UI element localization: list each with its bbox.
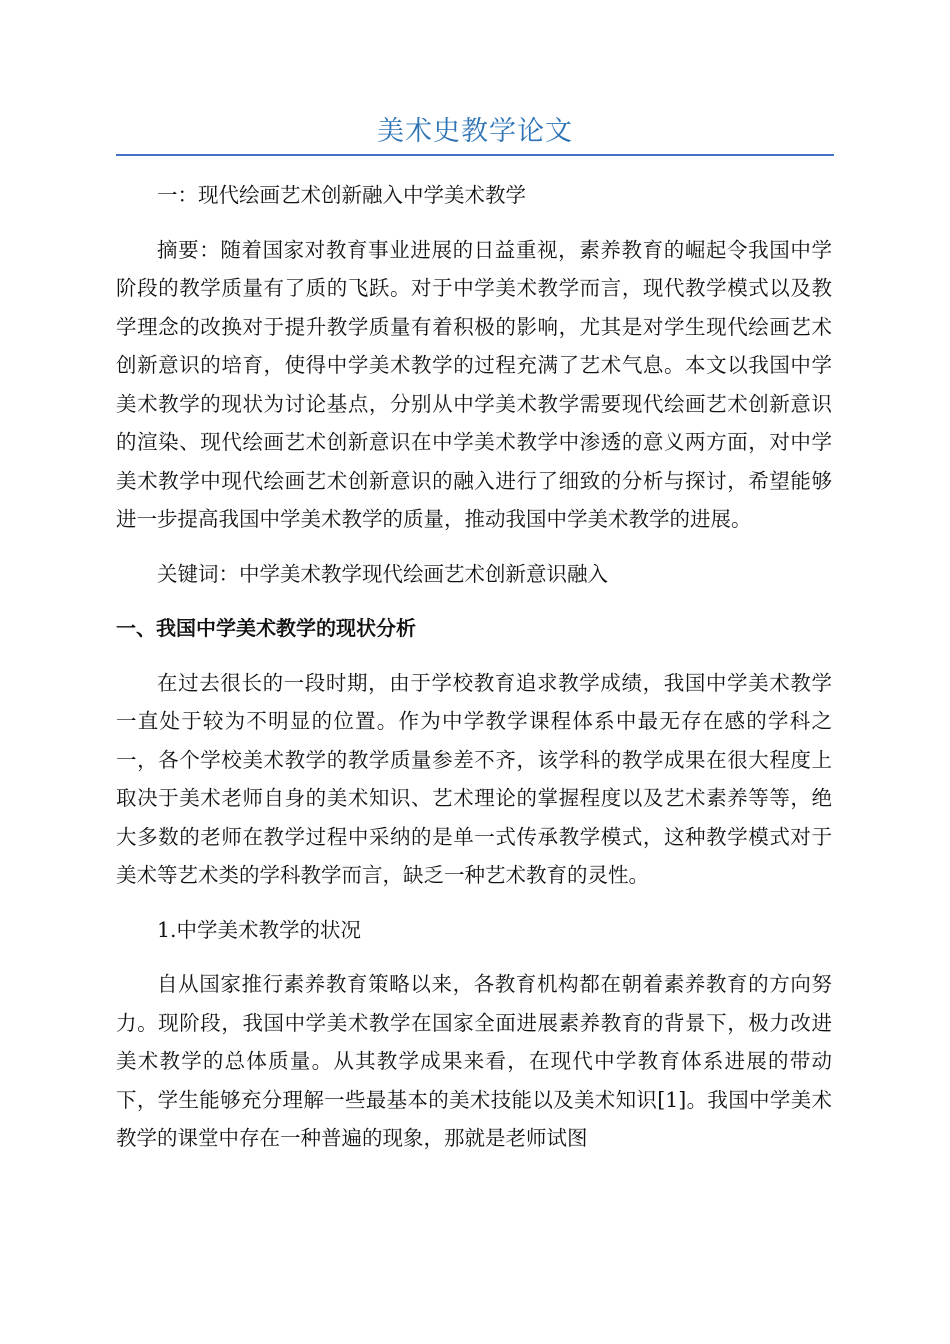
document-body xyxy=(116,176,832,1158)
body-paragraph: 在过去很长的一段时期，由于学校教育追求教学成绩，我国中学美术教学一直处于较为不明显的位置。作为中学教学课程体系中最无存在感的学科之一，各个学校美术教学的教学质量参差不齐，该学科的教学成果在很大程度上取决于美术老师自身的美术知识、艺术理论的掌握程度以及艺术素养等等，绝大多数的老师在教学过程中采纳的是单一式传承教学模式，这种教学模式对于美术等艺术类的学科教学而言，缺乏一种艺术教育的灵性。 xyxy=(116,670,832,887)
body-paragraph: 自从国家推行素养教育策略以来，各教育机构都在朝着素养教育的方向努力。现阶段，我国中学美术教学在国家全面进展素养教育的背景下，极力改进美术教学的总体质量。从其教学成果来看，在现代中学教育体系进展的带动下，学生能够充分理解一些最基本的美术技能以及美术知识[1]。我国中学美术教学的课堂中存在一种普遍的现象，那就是老师试图 xyxy=(116,972,832,1150)
abstract-paragraph: 摘要：随着国家对教育事业进展的日益重视，素养教育的崛起令我国中学阶段的教学质量有了质的飞跃。对于中学美术教学而言，现代教学模式以及教学理念的改换对于提升教学质量有着积极的影响，尤其是对学生现代绘画艺术创新意识的培育，使得中学美术教学的过程充满了艺术气息。本文以我国中学美术教学的现状为讨论基点，分别从中学美术教学需要现代绘画艺术创新意识的渲染、现代绘画艺术创新意识在中学美术教学中渗透的意义两方面，对中学美术教学中现代绘画艺术创新意识的融入进行了细致的分析与探讨，希望能够进一步提高我国中学美术教学的质量，推动我国中学美术教学的进展。 xyxy=(116,237,832,531)
keywords-line: 关键词：中学美术教学现代绘画艺术创新意识融入 xyxy=(157,561,608,586)
document-title: 美术史教学论文 xyxy=(377,116,573,147)
section-heading: 一：现代绘画艺术创新融入中学美术教学 xyxy=(157,183,526,207)
heading-1: 一、我国中学美术教学的现状分析 xyxy=(116,616,416,640)
subheading-1: 1.中学美术教学的状况 xyxy=(157,917,362,942)
title-underline xyxy=(116,154,834,156)
